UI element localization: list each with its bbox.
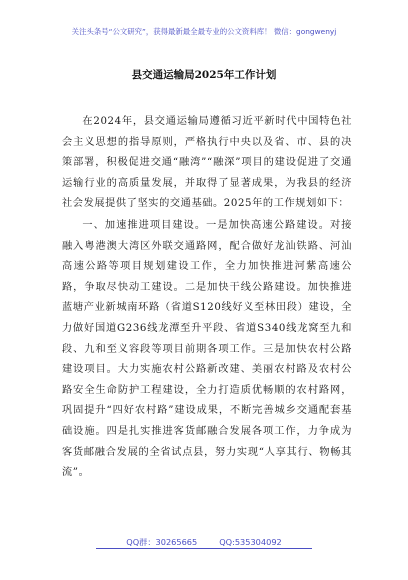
footer-underline <box>96 548 312 549</box>
footer-contact <box>0 537 408 548</box>
qq-group-number: QQ群：30265665 <box>126 537 198 547</box>
page-title: 县交通运输局2025年工作计划 <box>131 69 277 81</box>
qq-contact-number: QQ:535304092 <box>219 537 282 547</box>
paragraph-project-construction: 一、加速推进项目建设。一是加快高速公路建设。对接融入粤港澳大湾区外联交通路网，配合做好龙汕铁路、河汕高速公路等项目规划建设工作，全力加快推进河紫高速公路，争取尽快动工建设。二是加快干线公路建设。加快推进蓝塘产业新城南环路（省道S120线好义至林田段）建设，全力做好国道G236线龙潭至升平段、省道S340线龙窝至九和段、九和至义容段等项目前期各项工作。三是加快农村公路建设项目。大力实施农村公路新改建、美丽农村路及农村公路安全生命防护工程建设，全力打造质优畅顺的农村路网，巩固提升“四好农村路”建设成果，不断完善城乡交通配套基础设施。四是扎实推进客货邮融合发展各项工作，力争成为客货邮融合发展的全省试点县，努力实现“人享其行、物畅其流”。 <box>62 219 352 479</box>
header-note: 关注头条号“公文研究”，获得最新最全最专业的公文资料库！ 微信：gongwenyj <box>71 27 337 36</box>
paragraph-intro: 在2024年，县交通运输局遵循习近平新时代中国特色社会主义思想的指导原则，严格执行中央以及省、市、县的决策部署，积极促进交通“融湾”“融深”项目的建设促进了交通运输行业的高质量发展，并取得了显著成果，为我县的经济社会发展提供了坚实的交通基础。2025年的工作规划如下： <box>62 116 352 210</box>
document-body <box>62 112 352 485</box>
